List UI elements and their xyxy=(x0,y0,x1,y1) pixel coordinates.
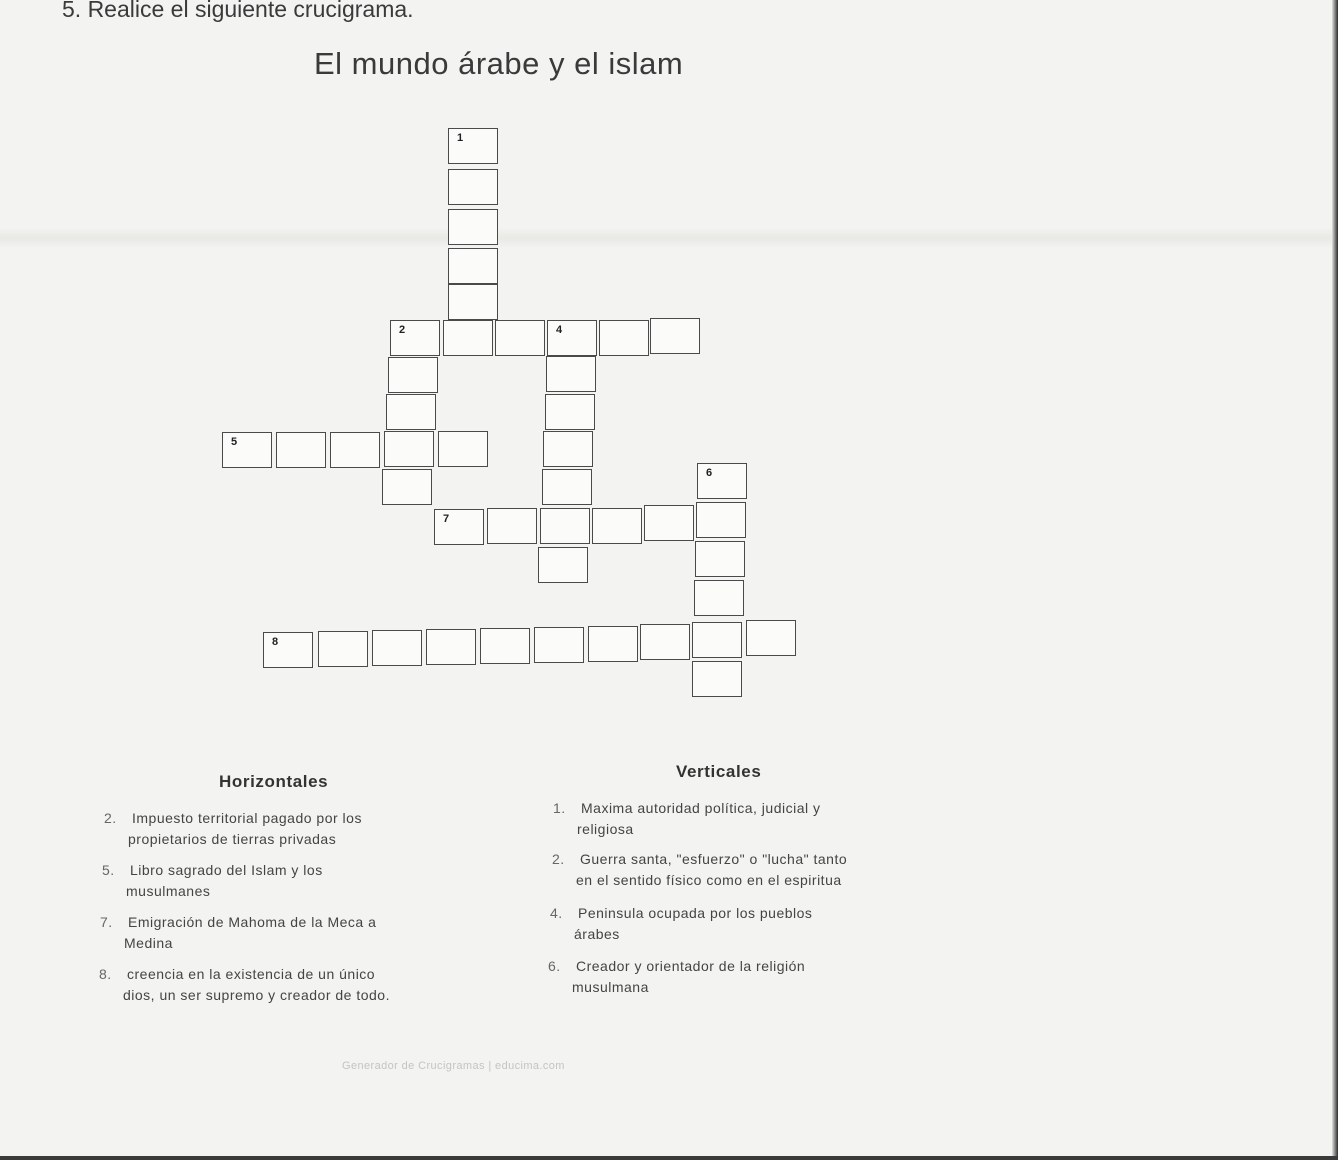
crossword-cell[interactable] xyxy=(547,320,597,356)
crossword-cell[interactable] xyxy=(599,320,649,356)
crossword-cell[interactable] xyxy=(543,431,593,467)
crossword-cell[interactable] xyxy=(434,509,484,545)
crossword-cell[interactable] xyxy=(650,318,700,354)
crossword-cell[interactable] xyxy=(263,632,313,668)
crossword-cell[interactable] xyxy=(694,580,744,616)
crossword-cell[interactable] xyxy=(222,432,272,468)
clue-item: 2. Impuesto territorial pagado por los propietarios de tierras privadas xyxy=(104,810,362,847)
crossword-cell[interactable] xyxy=(448,248,498,284)
crossword-cell[interactable] xyxy=(640,624,690,660)
crossword-cell[interactable] xyxy=(330,432,380,468)
clue-item: 8. creencia en la existencia de un único dios, un ser supremo y creador de todo. xyxy=(99,966,390,1003)
crossword-cell[interactable] xyxy=(390,320,440,356)
vertical-heading: Verticales xyxy=(676,762,762,781)
clue-number: 6 xyxy=(706,467,713,479)
clue-item: 4. Peninsula ocupada por los pueblos árabes xyxy=(550,905,813,942)
crossword-cell[interactable] xyxy=(542,469,592,505)
crossword-cell[interactable] xyxy=(480,628,530,664)
crossword-cell[interactable] xyxy=(426,629,476,665)
crossword-cell[interactable] xyxy=(318,631,368,667)
clue-item: 7. Emigración de Mahoma de la Meca a Medina xyxy=(100,914,377,951)
crossword-cell[interactable] xyxy=(388,357,438,393)
crossword-cell[interactable] xyxy=(644,505,694,541)
crossword-cell[interactable] xyxy=(372,630,422,666)
crossword-cell[interactable] xyxy=(487,508,537,544)
crossword-cell[interactable] xyxy=(695,541,745,577)
clue-item: 1. Maxima autoridad política, judicial y religiosa xyxy=(553,800,821,837)
crossword-cell[interactable] xyxy=(746,620,796,656)
clue-number: 8 xyxy=(272,636,279,648)
clue-number: 4 xyxy=(556,324,563,336)
crossword-cell[interactable] xyxy=(588,626,638,662)
crossword-cell[interactable] xyxy=(692,661,742,697)
paper-fold-shadow xyxy=(0,228,1338,248)
crossword-cell[interactable] xyxy=(386,394,436,430)
clue-item: 2. Guerra santa, "esfuerzo" o "lucha" tanto en el sentido físico como en el espiritua xyxy=(552,851,848,888)
clue-number: 5 xyxy=(231,436,238,448)
clue-number: 1 xyxy=(457,132,464,144)
crossword-cell[interactable] xyxy=(438,431,488,467)
clue-number: 2 xyxy=(399,324,406,336)
crossword-cell[interactable] xyxy=(592,508,642,544)
bottom-edge-shadow xyxy=(0,1156,1338,1160)
crossword-cell[interactable] xyxy=(448,128,498,164)
crossword-cell[interactable] xyxy=(545,394,595,430)
clue-number: 7 xyxy=(443,513,450,525)
footer-credit: Generador de Crucigramas | educima.com xyxy=(342,1060,565,1072)
crossword-cell[interactable] xyxy=(443,320,493,356)
exercise-heading: 5. Realice el siguiente crucigrama. xyxy=(62,0,414,22)
clue-item: 5. Libro sagrado del Islam y los musulmanes xyxy=(102,862,323,899)
crossword-cell[interactable] xyxy=(546,356,596,392)
crossword-cell[interactable] xyxy=(534,627,584,663)
crossword-cell[interactable] xyxy=(495,320,545,356)
horizontal-heading: Horizontales xyxy=(219,772,329,791)
crossword-cell[interactable] xyxy=(448,284,498,320)
crossword-title: El mundo árabe y el islam xyxy=(314,46,684,81)
crossword-cell[interactable] xyxy=(382,469,432,505)
page-edge-shadow xyxy=(1332,0,1338,1160)
clue-item: 6. Creador y orientador de la religión musulmana xyxy=(548,958,806,995)
crossword-cell[interactable] xyxy=(384,431,434,467)
crossword-cell[interactable] xyxy=(448,169,498,205)
crossword-cell[interactable] xyxy=(696,502,746,538)
crossword-cell[interactable] xyxy=(540,508,590,544)
crossword-cell[interactable] xyxy=(538,547,588,583)
crossword-cell[interactable] xyxy=(448,209,498,245)
crossword-cell[interactable] xyxy=(692,622,742,658)
crossword-cell[interactable] xyxy=(276,432,326,468)
crossword-cell[interactable] xyxy=(697,463,747,499)
